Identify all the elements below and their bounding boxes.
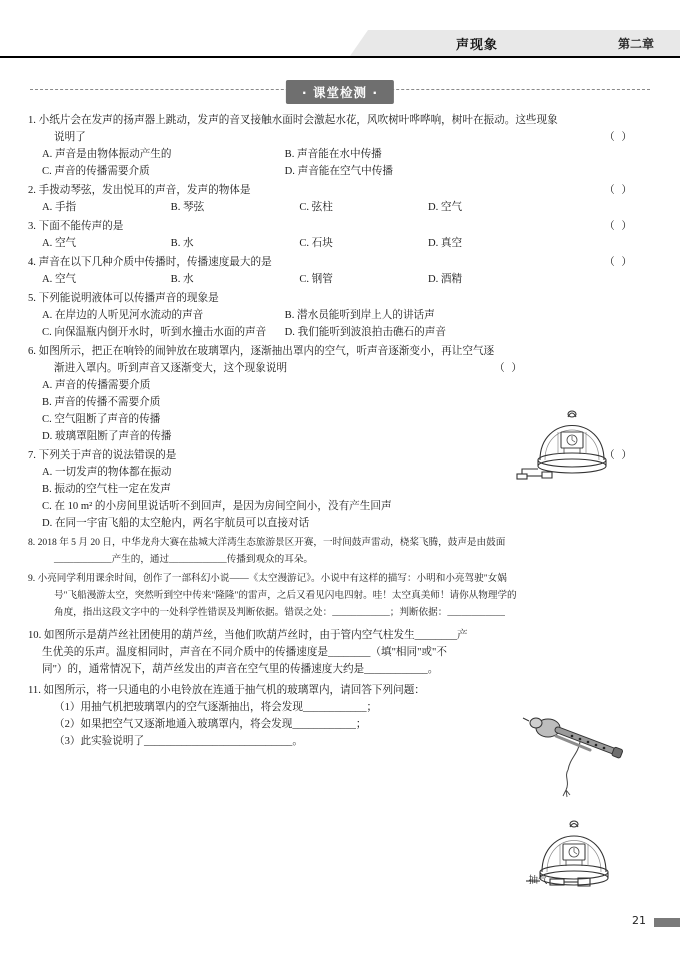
question-9-stem-cont1 bbox=[28, 587, 652, 604]
question-6-text: 如图所示，把正在响铃的闹钟放在玻璃罩内，逐渐抽出罩内的空气，听声音逐渐变小，再让空气逐 bbox=[38, 346, 495, 357]
question-4-answer-bracket: （ ） bbox=[604, 257, 634, 268]
question-3-answer-bracket: （ ） bbox=[604, 221, 634, 232]
question-9-number: 9. bbox=[28, 573, 36, 584]
question-4-stem bbox=[28, 254, 652, 271]
question-10-text2: 生优美的乐声。温度相同时，声音在不同介质中的传播速度是________（填"相同"或"不 bbox=[42, 647, 447, 658]
question-1-option-d: D. 声音能在空气中传播 bbox=[284, 166, 393, 177]
question-10-number: 10. bbox=[28, 630, 42, 641]
question-7-option-d-text: D. 在同一宇宙飞船的太空舱内，两名宇航员可以直接对话 bbox=[42, 518, 310, 529]
question-6-number: 6. bbox=[28, 346, 36, 357]
question-4-options bbox=[28, 271, 652, 288]
question-1-stem-cont bbox=[28, 129, 652, 146]
question-7-option-a-text: A. 一切发声的物体都在振动 bbox=[42, 467, 172, 478]
question-7-option-d bbox=[28, 515, 652, 532]
figure-bell-jar-top bbox=[512, 368, 632, 488]
question-2-option-b: B. 琴弦 bbox=[170, 202, 205, 213]
figure-bell-jar-bottom bbox=[512, 786, 652, 896]
question-11-number: 11. bbox=[28, 685, 41, 696]
question-2-stem bbox=[28, 182, 652, 199]
question-8-number: 8. bbox=[28, 537, 36, 548]
question-4 bbox=[28, 254, 652, 288]
question-10-stem bbox=[28, 627, 652, 644]
question-3-text: 下面不能传声的是 bbox=[38, 221, 124, 232]
section-title: · 课堂检测 · bbox=[286, 80, 394, 104]
question-2-option-d: D. 空气 bbox=[427, 202, 463, 213]
bell-jar-icon bbox=[512, 368, 632, 488]
question-9-stem-cont2 bbox=[28, 604, 652, 621]
question-10 bbox=[28, 627, 652, 678]
question-6-answer-bracket: （ ） bbox=[494, 363, 524, 374]
question-8-stem bbox=[28, 534, 652, 551]
question-3-number: 3. bbox=[28, 221, 36, 232]
header-rule bbox=[0, 56, 680, 58]
question-6-option-c-text: C. 空气阻断了声音的传播 bbox=[42, 414, 161, 425]
question-2-text: 手拨动琴弦，发出悦耳的声音，发声的物体是 bbox=[38, 185, 251, 196]
question-1-stem bbox=[28, 112, 652, 129]
question-8-text2: ____________产生的，通过____________传播到观众的耳朵。 bbox=[54, 554, 314, 565]
question-1 bbox=[28, 112, 652, 180]
question-5-text: 下列能说明液体可以传播声音的现象是 bbox=[38, 293, 219, 304]
question-5-option-d: D. 我们能听到波浪拍击礁石的声音 bbox=[284, 327, 446, 338]
figure-bell-jar-bottom-label: 抽气 bbox=[528, 875, 548, 886]
question-4-number: 4. bbox=[28, 257, 36, 268]
question-3-options bbox=[28, 235, 652, 252]
question-4-option-c: C. 钢管 bbox=[299, 274, 333, 285]
question-4-option-b: B. 水 bbox=[170, 274, 194, 285]
question-2-number: 2. bbox=[28, 185, 36, 196]
question-10-stem-cont1 bbox=[28, 644, 652, 661]
question-3 bbox=[28, 218, 652, 252]
question-10-text3: 同"）的，通常情况下，葫芦丝发出的声音在空气里的传播速度大约是____________。 bbox=[42, 664, 439, 675]
question-11-sub-3-text: （3）此实验说明了____________________________。 bbox=[54, 736, 303, 747]
question-2-options bbox=[28, 199, 652, 216]
question-4-option-d: D. 酒精 bbox=[427, 274, 463, 285]
question-1-text: 小纸片会在发声的扬声器上跳动，发声的音叉接触水面时会激起水花，风吹树叶哗哗响，树叶在振动。这些现象 bbox=[38, 115, 558, 126]
question-9 bbox=[28, 570, 652, 621]
question-1-text2: 说明了 bbox=[54, 132, 86, 143]
question-11-sub-2-text: （2）如果把空气又逐渐地通入玻璃罩内，将会发现____________； bbox=[54, 719, 367, 730]
question-9-text2: 号"飞船漫游太空，突然听到空中传来"隆隆"的雷声，之后又看见闪电四射。哇！太空真美师！请你从物理学的 bbox=[54, 590, 517, 601]
question-1-number: 1. bbox=[28, 115, 36, 126]
header-title: 声现象 bbox=[455, 38, 498, 53]
question-1-options-row1 bbox=[28, 146, 652, 163]
question-7-option-c bbox=[28, 498, 652, 515]
question-3-option-d: D. 真空 bbox=[427, 238, 463, 249]
question-5-option-b: B. 潜水员能听到岸上人的讲话声 bbox=[284, 310, 435, 321]
question-7-number: 7. bbox=[28, 450, 36, 461]
question-1-option-c: C. 声音的传播需要介质 bbox=[42, 166, 150, 177]
question-5 bbox=[28, 290, 652, 341]
question-6-text2: 渐进入罩内。听到声音又逐渐变大，这个现象说明 bbox=[54, 363, 288, 374]
question-3-option-b: B. 水 bbox=[170, 238, 194, 249]
section-title-wrapper bbox=[30, 80, 650, 100]
question-8 bbox=[28, 534, 652, 568]
footer-decoration-bar bbox=[654, 918, 680, 927]
question-10-stem-cont2 bbox=[28, 661, 652, 678]
question-6-option-d-text: D. 玻璃罩阻断了声音的传播 bbox=[42, 431, 172, 442]
header-slant-decoration bbox=[350, 30, 368, 56]
question-7-text: 下列关于声音的说法错误的是 bbox=[38, 450, 177, 461]
question-4-text: 声音在以下几种介质中传播时，传播速度最大的是 bbox=[38, 257, 272, 268]
question-2-answer-bracket: （ ） bbox=[604, 185, 634, 196]
question-2-option-c: C. 弦柱 bbox=[299, 202, 333, 213]
question-1-option-a: A. 声音是由物体振动产生的 bbox=[42, 149, 172, 160]
question-6-option-b-text: B. 声音的传播不需要介质 bbox=[42, 397, 161, 408]
question-7-option-c-text: C. 在 10 m² 的小房间里说话听不到回声，是因为房间空间小，没有产生回声 bbox=[42, 501, 392, 512]
page-header bbox=[0, 30, 680, 56]
question-5-stem bbox=[28, 290, 652, 307]
question-5-option-c: C. 向保温瓶内倒开水时，听到水撞击水面的声音 bbox=[42, 327, 267, 338]
question-5-options-row2 bbox=[28, 324, 652, 341]
question-7-answer-bracket: （ ） bbox=[604, 450, 634, 461]
question-9-text3: 角度，指出这段文字中的一处科学性错误及判断依据。错误之处：____________；判断依据：____________ bbox=[54, 607, 505, 618]
question-10-text: 如图所示是葫芦丝社团使用的葫芦丝，当他们吹葫芦丝时，由于管内空气柱发生________产 bbox=[43, 630, 468, 641]
question-1-answer-bracket: （ ） bbox=[604, 132, 634, 143]
question-3-option-a: A. 空气 bbox=[42, 238, 77, 249]
question-8-text: 2018 年 5 月 20 日，中华龙舟大赛在盐城大洋湾生态旅游景区开赛，一时间鼓声雷动，桡桨飞腾，鼓声是由鼓面 bbox=[37, 537, 506, 548]
question-5-options-row1 bbox=[28, 307, 652, 324]
question-8-stem-cont bbox=[28, 551, 652, 568]
question-2 bbox=[28, 182, 652, 216]
question-11-stem bbox=[28, 682, 652, 699]
question-11-text: 如图所示，将一只通电的小电铃放在连通于抽气机的玻璃罩内，请回答下列问题： bbox=[43, 685, 425, 696]
question-1-option-b: B. 声音能在水中传播 bbox=[284, 149, 382, 160]
question-5-option-a: A. 在岸边的人听见河水流动的声音 bbox=[42, 310, 204, 321]
question-5-number: 5. bbox=[28, 293, 36, 304]
question-9-stem bbox=[28, 570, 652, 587]
question-7-option-b-text: B. 振动的空气柱一定在发声 bbox=[42, 484, 171, 495]
question-11-sub-1-text: （1）用抽气机把玻璃罩内的空气逐渐抽出，将会发现____________； bbox=[54, 702, 378, 713]
question-1-options-row2 bbox=[28, 163, 652, 180]
header-chapter: 第二章 bbox=[617, 37, 654, 51]
page-number: 21 bbox=[632, 914, 646, 927]
question-4-option-a: A. 空气 bbox=[42, 274, 77, 285]
question-2-option-a: A. 手指 bbox=[42, 202, 77, 213]
question-3-option-c: C. 石块 bbox=[299, 238, 333, 249]
question-9-text: 小亮同学利用课余时间，创作了一部科幻小说——《太空漫游记》。小说中有这样的描写：小明和小亮驾驶"女娲 bbox=[37, 573, 507, 584]
page-footer bbox=[0, 914, 680, 932]
question-6-option-a-text: A. 声音的传播需要介质 bbox=[42, 380, 151, 391]
question-3-stem bbox=[28, 218, 652, 235]
question-6-stem bbox=[28, 343, 652, 360]
